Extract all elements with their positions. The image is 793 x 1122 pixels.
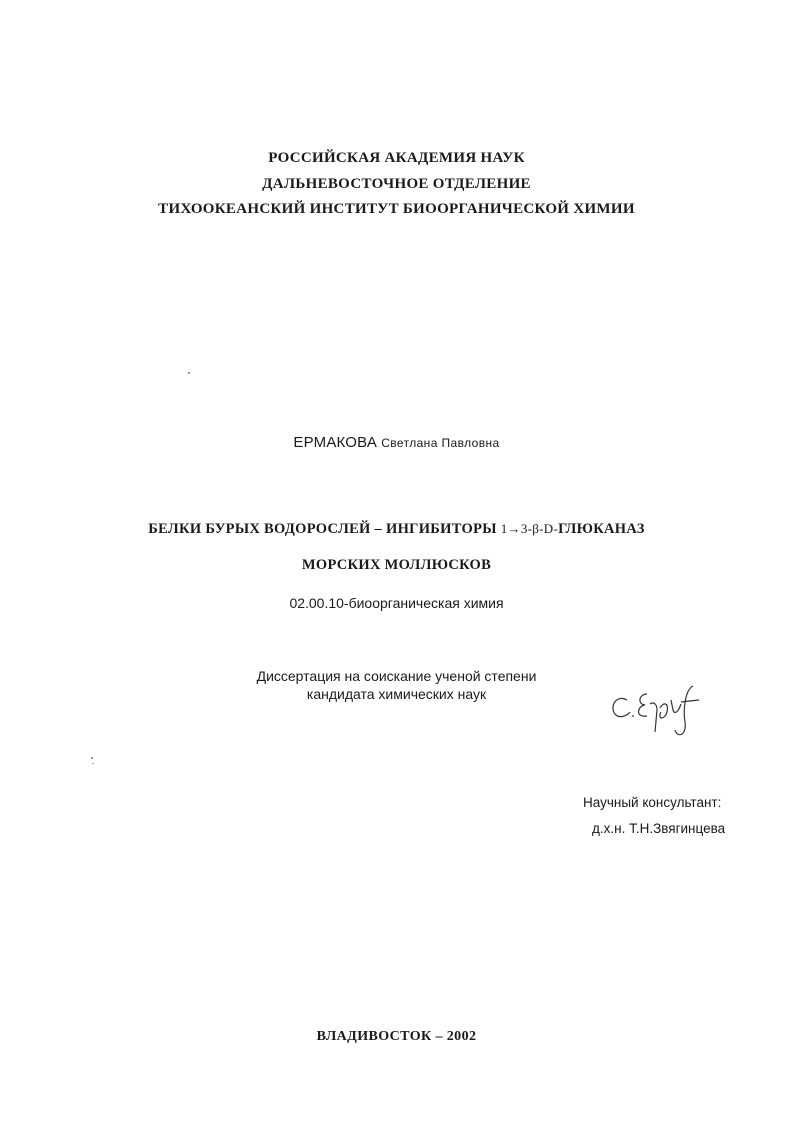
thesis-title-text: БЕЛКИ БУРЫХ ВОДОРОСЛЕЙ – ИНГИБИТОРЫ (148, 521, 501, 537)
scan-speck (91, 757, 93, 759)
thesis-title-end: ГЛЮКАНАЗ (558, 521, 645, 537)
thesis-title-line1 (0, 521, 793, 538)
scan-speck (188, 372, 190, 374)
dissertation-degree-line2: кандидата химических наук (306, 686, 487, 702)
org-academy: РОССИЙСКАЯ АКАДЕМИЯ НАУК (268, 150, 525, 166)
org-branch: ДАЛЬНЕВОСТОЧНОЕ ОТДЕЛЕНИЕ (262, 176, 531, 192)
city-year: ВЛАДИВОСТОК – 2002 (316, 1029, 477, 1044)
dissertation-degree-line1: Диссертация на соискание ученой степени (256, 668, 537, 684)
author-surname: ЕРМАКОВА (293, 434, 378, 451)
scan-speck (92, 763, 94, 764)
author-given-names: Светлана Павловна (381, 436, 500, 450)
consultant-name: д.х.н. Т.Н.Звягинцева (592, 821, 726, 836)
specialty-code: 02.00.10-биоорганическая химия (289, 595, 504, 611)
consultant-label: Научный консультант: (583, 795, 722, 810)
thesis-title-line2: МОРСКИХ МОЛЛЮСКОВ (301, 557, 492, 573)
author-name (0, 434, 793, 451)
handwritten-signature (605, 680, 715, 740)
thesis-title-formula: 1→3-β-D- (500, 521, 559, 536)
org-institute: ТИХООКЕАНСКИЙ ИНСТИТУТ БИООРГАНИЧЕСКОЙ ХИМИИ (158, 201, 635, 217)
